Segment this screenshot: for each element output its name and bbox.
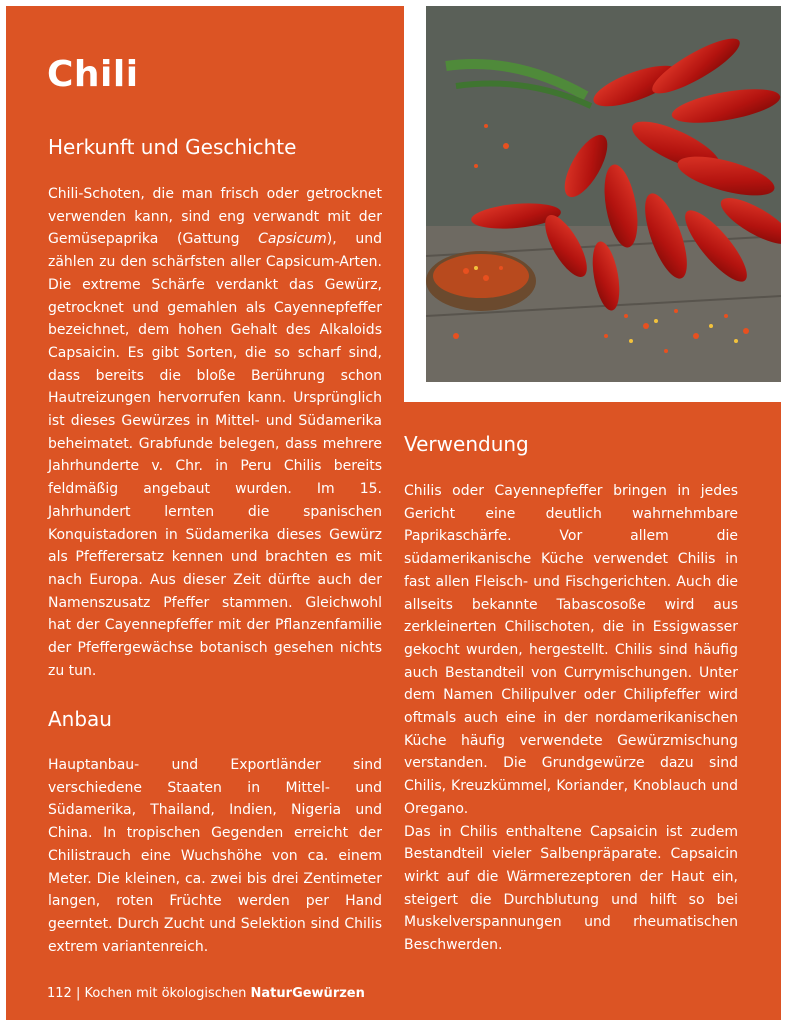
- section-text-origin: [48, 183, 382, 682]
- origin-text-italic: Capsicum: [258, 231, 327, 248]
- page-footer: [47, 986, 365, 1001]
- origin-text-part-a: Chili-Schoten, die man frisch oder getrocknet verwenden kann, sind eng verwandt mit der Gemüsepaprika (Gattung: [48, 186, 382, 248]
- section-heading-cultivation: Anbau: [48, 707, 112, 731]
- chili-peppers-photo: [426, 6, 781, 382]
- footer-separator: |: [75, 986, 81, 1001]
- book-title-brand: NaturGewürzen: [250, 986, 365, 1001]
- page-number: 112: [47, 986, 72, 1001]
- usage-paragraph-2: Das in Chilis enthaltene Capsaicin ist zudem Bestandteil vieler Salbenpräparate. Capsaicin wirkt auf die Wärmerezeptoren der Haut ein, steigert die Durchblutung und hilft so bei Muskelverspannungen und rheumatischen Beschwerden.: [404, 823, 738, 954]
- section-text-usage: [404, 480, 738, 957]
- section-text-cultivation: [48, 754, 382, 958]
- section-heading-usage: Verwendung: [404, 432, 529, 456]
- usage-paragraph-1: Chilis oder Cayennepfeffer bringen in jedes Gericht eine deutlich wahrnehmbare Paprikaschärfe. Vor allem die südamerikanische Küche verwendet Chilis in fast allen Fleisch- und Fischgerichten. Auch die allseits bekannte Tabascosoße wird aus zerkleinerten Chilischoten, die in Essigwasser gekocht wurden, hergestellt. Chilis sind häufig auch Bestandteil von Currymischungen. Unter dem Namen Chilipulver oder Chilipfeffer wird oftmals auch eine in der nordamerikanischen Küche häufig verwendete Gewürzmischung verstanden. Die Grundgewürze dazu sind Chilis, Kreuzkümmel, Koriander, Knoblauch und Oregano.: [404, 483, 738, 817]
- page-title: Chili: [47, 54, 139, 95]
- cultivation-paragraph: Hauptanbau- und Exportländer sind verschiedene Staaten in Mittel- und Südamerika, Thailand, Indien, Nigeria und China. In tropischen Gegenden erreicht der Chilistrauch eine Wuchshöhe von ca. einem Meter. Die kleinen, ca. zwei bis drei Zentimeter langen, roten Früchte werden per Hand geerntet. Durch Zucht und Selektion sind Chilis extrem variantenreich.: [48, 757, 382, 955]
- origin-text-part-b: ), und zählen zu den schärfsten aller Capsicum-Arten. Die extreme Schärfe verdankt das Gewürz, getrocknet und gemahlen als Cayennepfeffer bezeichnet, dem hohen Gehalt des Alkaloids Capsaicin. Es gibt Sorten, die so scharf sind, dass bereits die bloße Berührung schon Hautreizungen hervorrufen kann. Ursprünglich ist dieses Gewürzes in Mittel- und Südamerika beheimatet. Grabfunde belegen, dass mehrere Jahrhunderte v. Chr. in Peru Chilis bereits feldmäßig angebaut wurden. Im 15. Jahrhundert lernten die spanischen Konquistadoren in Südamerika dieses Gewürz als Pfefferersatz kennen und brachten es mit nach Europa. Aus dieser Zeit dürfte auch der Namenszusatz Pfeffer stammen. Gleichwohl hat der Cayennepfeffer mit der Pflanzenfamilie der Pfeffergewächse botanisch gesehen nichts zu tun.: [48, 231, 382, 679]
- section-heading-origin: Herkunft und Geschichte: [48, 135, 297, 159]
- book-title-prefix: Kochen mit ökologischen: [84, 986, 247, 1001]
